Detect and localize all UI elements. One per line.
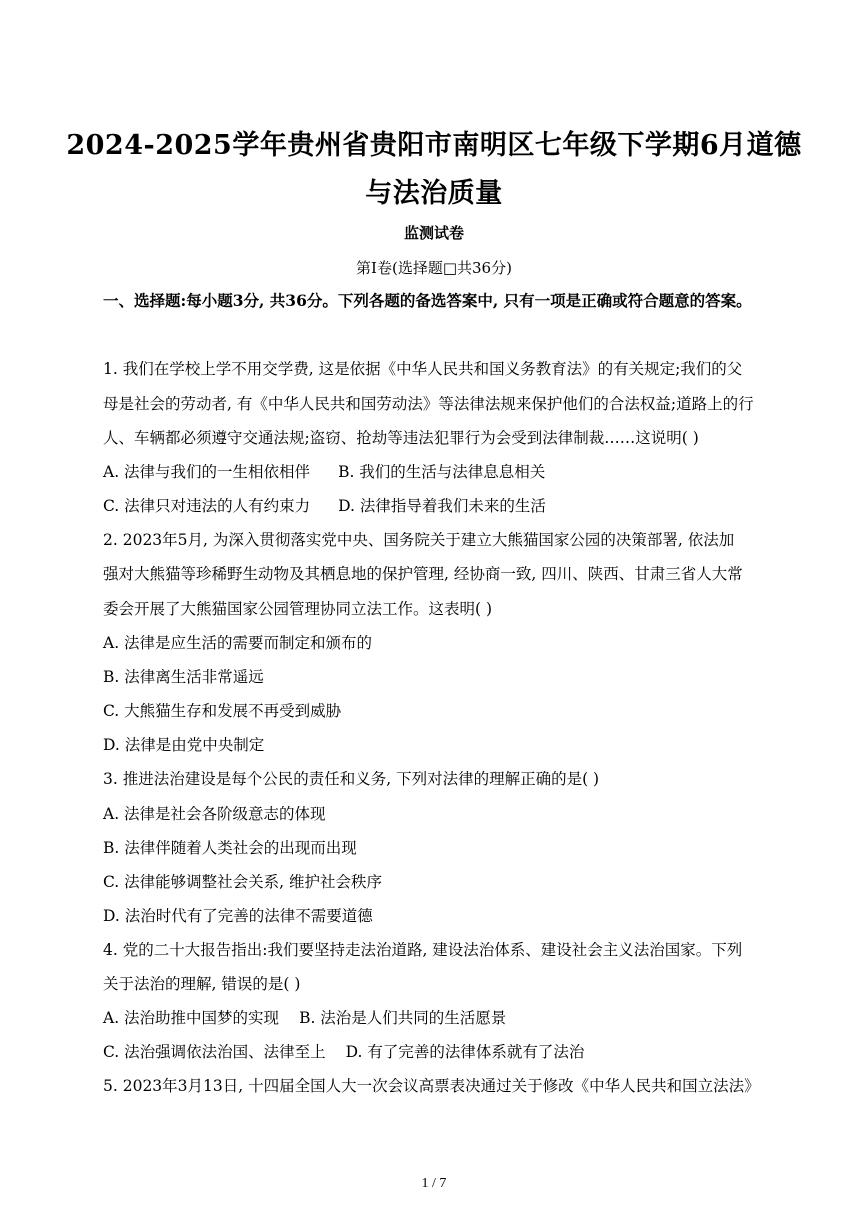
q2-stem-line3: 委会开展了大熊猫国家公园管理协同立法工作。这表明( ) <box>103 600 493 618</box>
q4-stem-line1: 4. 党的二十大报告指出:我们要坚持走法治道路, 建设法治体系、建设社会主义法治国家。下列 <box>103 941 743 959</box>
q3-option-b: B. 法律伴随着人类社会的出现而出现 <box>103 839 357 857</box>
q4-option-c: C. 法治强调依法治国、法律至上 <box>103 1043 326 1061</box>
exam-title-line2: 与法治质量 <box>365 178 503 209</box>
page-number: 1 / 7 <box>421 1176 447 1191</box>
q1-stem-line2: 母是社会的劳动者, 有《中华人民共和国劳动法》等法律法规来保护他们的合法权益;道路上的行 <box>103 395 754 413</box>
q3-option-a: A. 法律是社会各阶级意志的体现 <box>103 805 326 823</box>
instructions: 一、选择题:每小题3分, 共36分。下列各题的备选答案中, 只有一项是正确或符合题意的答案。 <box>103 291 752 310</box>
q4-option-d: D. 有了完善的法律体系就有了法治 <box>345 1043 585 1061</box>
q2-option-b: B. 法律离生活非常遥远 <box>103 668 264 686</box>
q2-option-d: D. 法律是由党中央制定 <box>103 736 265 754</box>
q4-option-b: B. 法治是人们共同的生活愿景 <box>299 1009 507 1027</box>
q4-options-row2 <box>103 1043 584 1062</box>
q1-stem-line3: 人、车辆都必须遵守交通法规;盗窃、抢劫等违法犯罪行为会受到法律制裁……这说明( ) <box>103 429 699 447</box>
q2-stem-line2: 强对大熊猫等珍稀野生动物及其栖息地的保护管理, 经协商一致, 四川、陕西、甘肃三省人大常 <box>103 565 743 583</box>
q1-option-b: B. 我们的生活与法律息息相关 <box>338 463 546 481</box>
q3-stem-line1: 3. 推进法治建设是每个公民的责任和义务, 下列对法律的理解正确的是( ) <box>103 770 600 788</box>
q1-stem-line1: 1. 我们在学校上学不用交学费, 这是依据《中华人民共和国义务教育法》的有关规定;我们的父 <box>103 360 743 378</box>
q1-option-d: D. 法律指导着我们未来的生活 <box>338 497 546 515</box>
q3-option-d: D. 法治时代有了完善的法律不需要道德 <box>103 907 373 925</box>
exam-title-line1: 2024-2025学年贵州省贵阳市南明区七年级下学期6月道德 <box>66 130 802 161</box>
q1-option-c: C. 法律只对违法的人有约束力 <box>103 497 311 515</box>
q4-options-row1 <box>103 1009 506 1028</box>
q1-options-row2 <box>103 497 546 516</box>
q2-stem-line1: 2. 2023年5月, 为深入贯彻落实党中央、国务院关于建立大熊猫国家公园的决策部署, 依法加 <box>103 531 735 549</box>
q5-stem-line1: 5. 2023年3月13日, 十四届全国人大一次会议高票表决通过关于修改《中华人民共和国立法法》 <box>103 1077 760 1095</box>
q2-option-a: A. 法律是应生活的需要而制定和颁布的 <box>103 634 373 652</box>
q1-option-a: A. 法律与我们的一生相依相伴 <box>103 463 311 481</box>
q1-options-row1 <box>103 463 545 482</box>
q4-stem-line2: 关于法治的理解, 错误的是( ) <box>103 975 301 993</box>
section-heading: 第I卷(选择题□共36分) <box>356 259 512 277</box>
exam-subtitle: 监测试卷 <box>403 224 464 242</box>
q4-option-a: A. 法治助推中国梦的实现 <box>103 1009 280 1027</box>
q3-option-c: C. 法律能够调整社会关系, 维护社会秩序 <box>103 873 383 891</box>
q2-option-c: C. 大熊猫生存和发展不再受到威胁 <box>103 702 342 720</box>
